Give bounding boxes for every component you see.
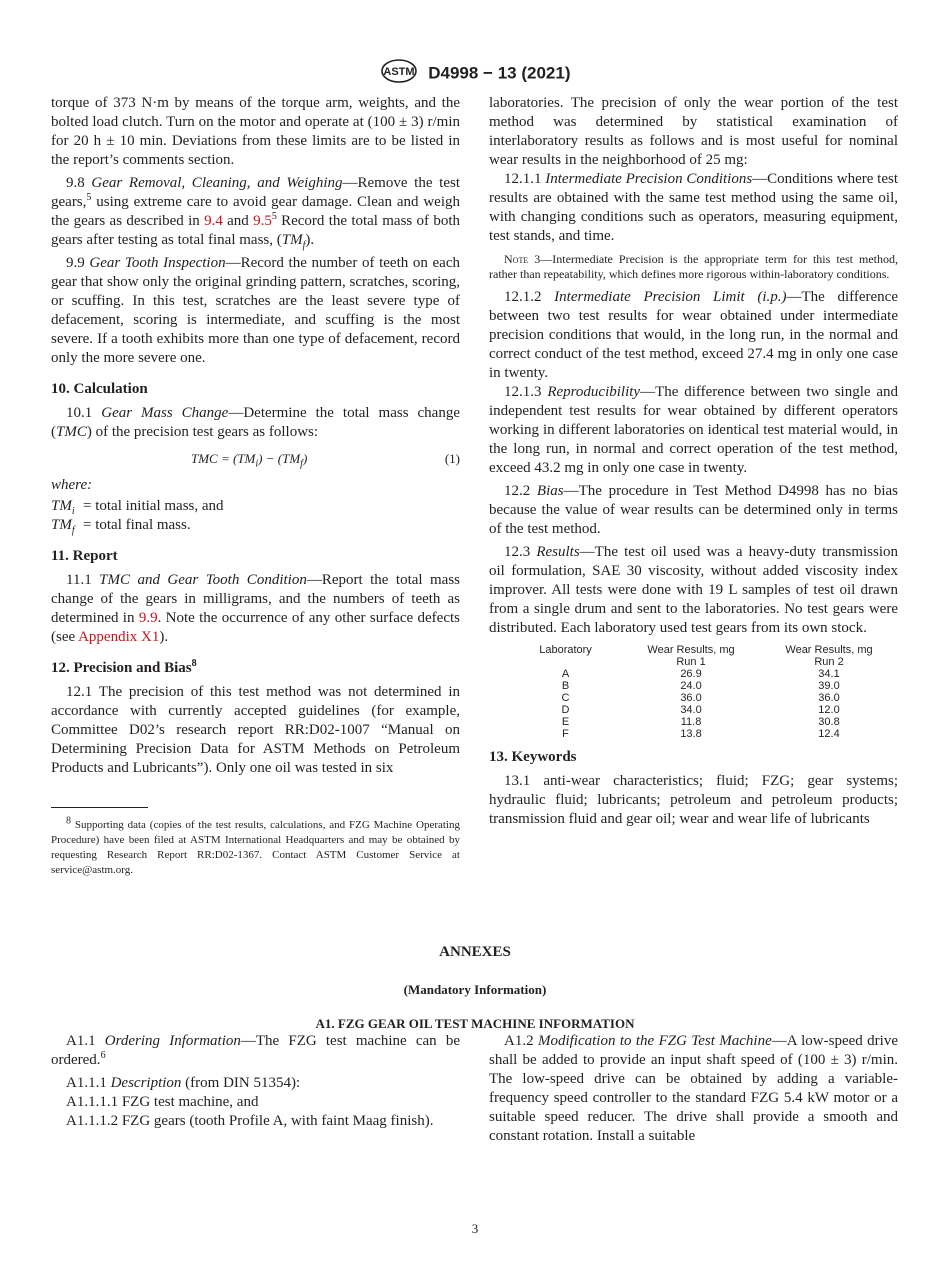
heading-keywords: 13. Keywords — [489, 749, 577, 765]
table-cell: 24.0 — [680, 680, 702, 692]
heading-report: 11. Report — [51, 548, 118, 564]
section-12-3: 12.3 Results—The test oil used was a heavy-duty transmission oil formulation, SAE 30 viscosity, without added viscosity index improver. All tests were done with 19 L samples of test oil drawn from a single drum and sent to the laboratories. No test gears were distributed. Each laboratory used test gears from its own stock. — [489, 544, 898, 636]
column-header: Wear Results, mg — [647, 644, 735, 656]
section-12-2: 12.2 Bias—The procedure in Test Method D4998 has no bias because the value of wear results can be determined only in terms of the test method. — [489, 483, 898, 537]
column-subheader: Run 2 — [814, 656, 844, 668]
page-number: 3 — [471, 1221, 479, 1236]
ref-link-9-5[interactable]: 9.5 — [253, 213, 272, 229]
ref-link-9-4[interactable]: 9.4 — [204, 213, 223, 229]
table-cell: 11.8 — [680, 716, 702, 728]
column-subheader: Run 1 — [676, 656, 706, 668]
table-cell: E — [561, 716, 570, 728]
section-9-9: 9.9 Gear Tooth Inspection—Record the number of teeth on each gear that show only the original grinding pattern, scratches, scoring, or scuffing. In this test, scratches are the least severe type of defacement, scoring is intermediate, and scuffing is the most severe. If a tooth exhibits more than one type of defacement, record only the more severe one. — [51, 255, 460, 366]
section-12-1-2: 12.1.2 Intermediate Precision Limit (i.p.)—The difference between two test results for wear obtained under intermediate precision conditions that would, in the long run, in the normal and correct conduct of the test method, exceed 27.4 mg in only one case in twenty. — [489, 289, 898, 381]
heading-precision-bias: 12. Precision and Bias$^8$ — [51, 658, 197, 676]
document-code: D4998 − 13 (2021) — [428, 63, 571, 83]
table-row — [509, 716, 898, 728]
definition-row: $TM_f$ = total final mass. — [51, 517, 191, 536]
note-3: Note 3—Intermediate Precision is the appropriate term for this test method, rather than repeatability, which defines more rigorous within-laboratory conditions. — [489, 252, 899, 281]
table-row — [509, 692, 898, 704]
table-cell: 34.1 — [818, 668, 840, 680]
section-a1-1-1-1: A1.1.1.1 FZG test machine, and — [66, 1094, 259, 1110]
table-row — [509, 728, 898, 740]
equation-number: (1) — [444, 451, 460, 466]
table-cell: C — [561, 692, 570, 704]
page-header — [0, 58, 950, 89]
table-cell: 26.9 — [680, 668, 702, 680]
column-header: Wear Results, mg — [785, 644, 873, 656]
definitions — [51, 497, 460, 535]
section-a1-1-1-2: A1.1.1.2 FZG gears (tooth Profile A, with faint Maag finish). — [66, 1113, 434, 1129]
paragraph: laboratories. The precision of only the wear portion of the test method was determined by statistical examination of interlaboratory results as follows and is most useful for nominal wear results in the neighborhood of 25 mg: — [489, 95, 898, 168]
table-row — [509, 668, 898, 680]
section-11-1: 11.1 TMC and Gear Tooth Condition—Report the total mass change of the gears in milligrams, and the numbers of teeth as determined in 9.9. Note the occurrence of any other surface defects (see Appendix X1). — [51, 572, 461, 645]
table-cell: 12.0 — [818, 704, 840, 716]
left-column — [51, 94, 460, 778]
table-cell: 34.0 — [680, 704, 702, 716]
heading-calculation: 10. Calculation — [51, 381, 148, 397]
table-cell: F — [562, 728, 569, 740]
table-cell: 13.8 — [680, 728, 702, 740]
results-table — [509, 644, 898, 740]
ref-link-appendix-x1[interactable]: Appendix X1 — [78, 629, 160, 645]
table-cell: 30.8 — [818, 716, 840, 728]
annex-left-column — [51, 1032, 460, 1131]
table-row — [509, 680, 898, 692]
annex-a1-heading: A1. FZG GEAR OIL TEST MACHINE INFORMATION — [315, 1016, 635, 1031]
ref-link-9-9[interactable]: 9.9 — [138, 610, 158, 626]
section-13-1: 13.1 anti-wear characteristics; fluid; FZG; gear systems; hydraulic fluid; lubricants; petroleum and petroleum products; transmission fluid and gear oil; wear and wear life of lubricants — [489, 773, 898, 827]
footnote-divider — [51, 807, 148, 808]
section-12-1-1: 12.1.1 Intermediate Precision Conditions—Conditions where test results are obtained with the same test method using the same oil, with changing conditions such as operators, measuring equipment, test stands, and time. — [489, 171, 898, 244]
svg-text:ASTM: ASTM — [382, 66, 415, 78]
table-row — [509, 704, 898, 716]
definition-row: $TM_i$ = total initial mass, and — [51, 498, 224, 517]
section-a1-1: A1.1 Ordering Information—The FZG test machine can be ordered.$^6$ — [51, 1033, 460, 1068]
section-9-8: 9.8 Gear Removal, Cleaning, and Weighing—Remove the test gears,$^5$ using extreme care to avoid gear damage. Clean and weigh the gears as described in 9.4 and $9.5^5$ Record the total mass of both gears after testing as total final mass, $(TM_f)$. — [51, 175, 461, 251]
footnote-8: $^8$ Supporting data (copies of the test results, calculations, and FZG Machine Operating Procedure) have been filed at ASTM International Headquarters and may be obtained by requesting Research Report RR:D02-1367. Contact ASTM Customer Service at service@astm.org. — [51, 815, 460, 876]
where-label: where: — [51, 477, 93, 493]
column-header: Laboratory — [539, 644, 592, 656]
section-10-1: 10.1 Gear Mass Change—Determine the total mass change (TMC) of the precision test gears as follows: — [51, 405, 460, 440]
section-a1-2: A1.2 Modification to the FZG Test Machine—A low-speed drive shall be added to provide an input shaft speed of (100 ± 3) r/min. The low-speed drive can be obtained by adding a variable-frequency speed controller to the standard FZG 5.4 kW motor or a suitable speed reducer. The drive shall provide a smooth and constant rotation. Install a suitable — [489, 1033, 898, 1144]
astm-logo-icon — [380, 58, 418, 89]
table-cell: B — [561, 680, 570, 692]
table-cell: 39.0 — [818, 680, 840, 692]
section-12-1-3: 12.1.3 Reproducibility—The difference between two single and independent test results for wear obtained by different operators working in different laboratories on identical test material would, in the long run, in normal and correct operation of the test method, exceed 43.2 mg in only one case in twenty. — [489, 384, 899, 476]
table-cell: D — [561, 704, 570, 716]
annex-right-column — [489, 1032, 898, 1146]
section-a1-1-1: A1.1.1 Description (from DIN 51354): — [66, 1075, 301, 1091]
table-cell: A — [561, 668, 570, 680]
paragraph: torque of 373 N·m by means of the torque arm, weights, and the bolted load clutch. Turn on the motor and operate at (100 ± 3) r/min for 20 h ± 10 min. Deviations from these limits are to be listed in the report’s comments section. — [51, 95, 460, 168]
right-column — [489, 94, 898, 829]
annexes-subtitle: (Mandatory Information) — [403, 982, 547, 997]
section-12-1: 12.1 The precision of this test method was not determined in accordance with currently accepted guidelines (for example, Committee D02’s research report RR:D02-1007 “Manual on Determining Precision Data for ASTM Methods on Petroleum Products and Lubricants”). Only one oil was tested in six — [51, 684, 460, 776]
equation-1: TMC = $(TM_i) - (TM_f)$ (1) — [191, 451, 460, 470]
table-cell: 36.0 — [818, 692, 840, 704]
table-cell: 12.4 — [818, 728, 840, 740]
table-cell: 36.0 — [680, 692, 702, 704]
annexes-title: ANNEXES — [439, 944, 511, 960]
